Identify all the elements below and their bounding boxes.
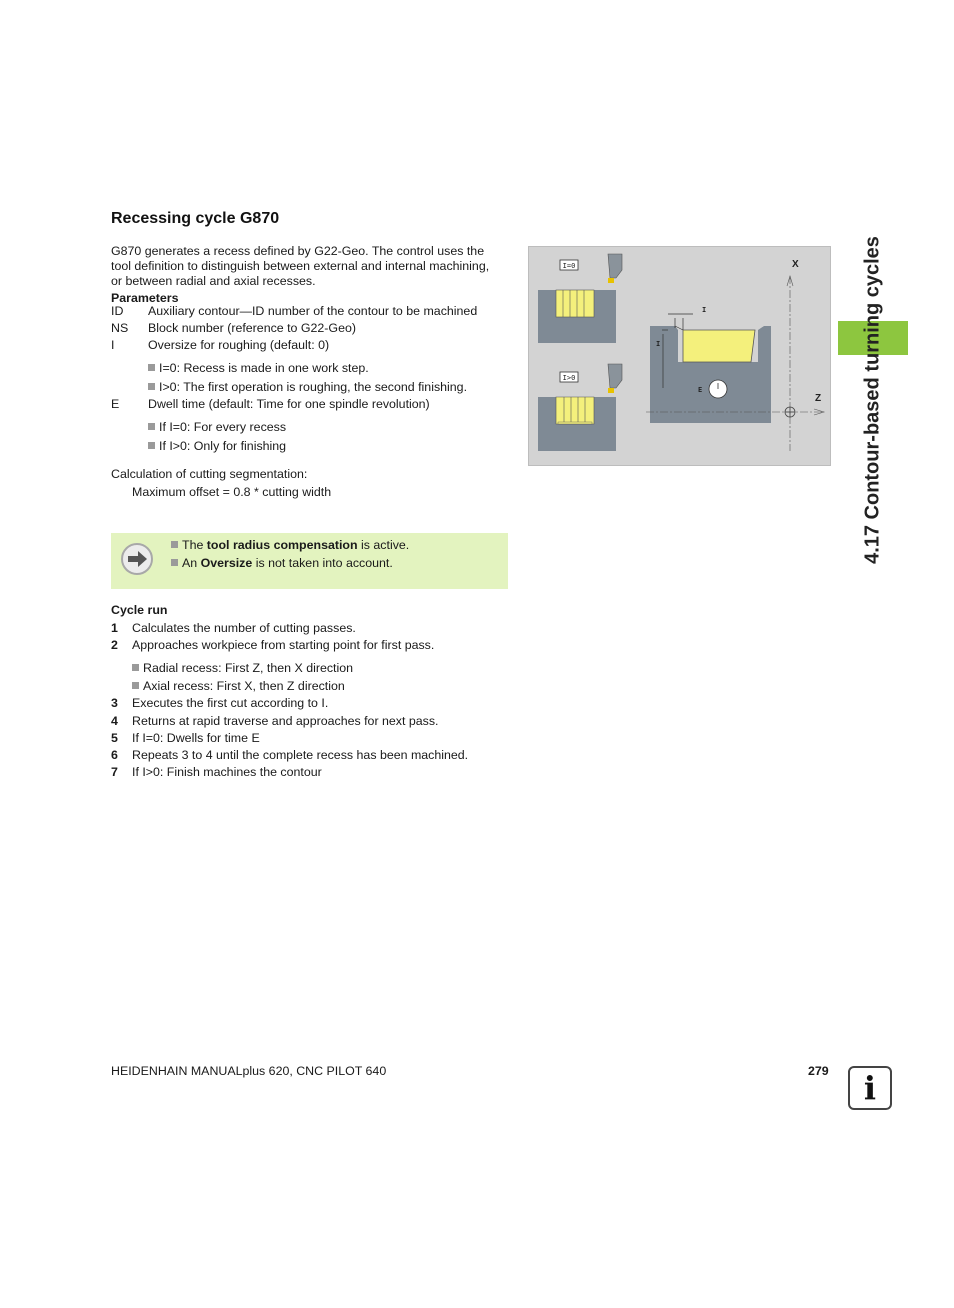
axis-x-label: X bbox=[792, 259, 799, 270]
recess-area bbox=[556, 290, 594, 317]
label-i0: I=0 bbox=[562, 262, 576, 270]
bullet-item: Radial recess: First Z, then X direction bbox=[132, 661, 353, 675]
intro-paragraph bbox=[111, 244, 511, 289]
recess-area bbox=[556, 397, 594, 424]
bullet-square-icon bbox=[171, 559, 178, 566]
info-icon: i bbox=[848, 1066, 892, 1110]
bullet-item: If I>0: Only for finishing bbox=[148, 439, 286, 453]
main-recess bbox=[683, 330, 755, 362]
bullet-square-icon bbox=[148, 442, 155, 449]
parameter-desc: Block number (reference to G22-Geo) bbox=[148, 321, 356, 335]
bullet-square-icon bbox=[148, 364, 155, 371]
bullet-item: I=0: Recess is made in one work step. bbox=[148, 361, 369, 375]
recess-diagram bbox=[528, 246, 831, 466]
bullet-item: If I=0: For every recess bbox=[148, 420, 286, 434]
parameter-desc: Dwell time (default: Time for one spindle revolution) bbox=[148, 397, 430, 411]
dim-i-horizontal: I bbox=[702, 306, 707, 314]
recessing-cycle-figure bbox=[528, 246, 831, 466]
note-box bbox=[111, 533, 508, 589]
section-heading: Recessing cycle G870 bbox=[111, 210, 280, 227]
intro-line: or between radial and axial recesses. bbox=[111, 274, 316, 288]
bullet-square-icon bbox=[171, 541, 178, 548]
bullet-item: Axial recess: First X, then Z direction bbox=[132, 679, 345, 693]
parameter-key: I bbox=[111, 338, 115, 352]
bullet-square-icon bbox=[148, 383, 155, 390]
note-line: The tool radius compensation is active. bbox=[171, 538, 409, 552]
bullet-square-icon bbox=[132, 664, 139, 671]
cycle-run-title: Cycle run bbox=[111, 603, 168, 617]
tool-tip bbox=[608, 278, 614, 283]
parameter-key: NS bbox=[111, 321, 129, 335]
axis-z-label: Z bbox=[815, 393, 822, 404]
bullet-item: I>0: The first operation is roughing, the second finishing. bbox=[148, 380, 467, 394]
label-e: E bbox=[698, 386, 703, 394]
calc-formula: Maximum offset = 0.8 * cutting width bbox=[132, 485, 332, 499]
parameters-title: Parameters bbox=[111, 291, 179, 305]
calc-label: Calculation of cutting segmentation: bbox=[111, 467, 308, 481]
parameter-desc: Auxiliary contour—ID number of the contour to be machined bbox=[148, 304, 478, 318]
tool-tip bbox=[608, 388, 614, 393]
parameter-key: E bbox=[111, 397, 120, 411]
intro-line: G870 generates a recess defined by G22-Geo. The control uses the bbox=[111, 244, 485, 258]
label-i1: I>0 bbox=[562, 374, 576, 382]
bullet-square-icon bbox=[148, 423, 155, 430]
page-number: 279 bbox=[808, 1064, 829, 1078]
footer-text: HEIDENHAIN MANUALplus 620, CNC PILOT 640 bbox=[111, 1064, 387, 1078]
dim-i-vertical: I bbox=[656, 340, 661, 348]
arrow-right-icon bbox=[121, 543, 153, 575]
bullet-square-icon bbox=[132, 682, 139, 689]
note-line: An Oversize is not taken into account. bbox=[171, 556, 393, 570]
parameter-desc: Oversize for roughing (default: 0) bbox=[148, 338, 330, 352]
intro-line: tool definition to distinguish between external and internal machining, bbox=[111, 259, 490, 273]
parameter-key: ID bbox=[111, 304, 124, 318]
